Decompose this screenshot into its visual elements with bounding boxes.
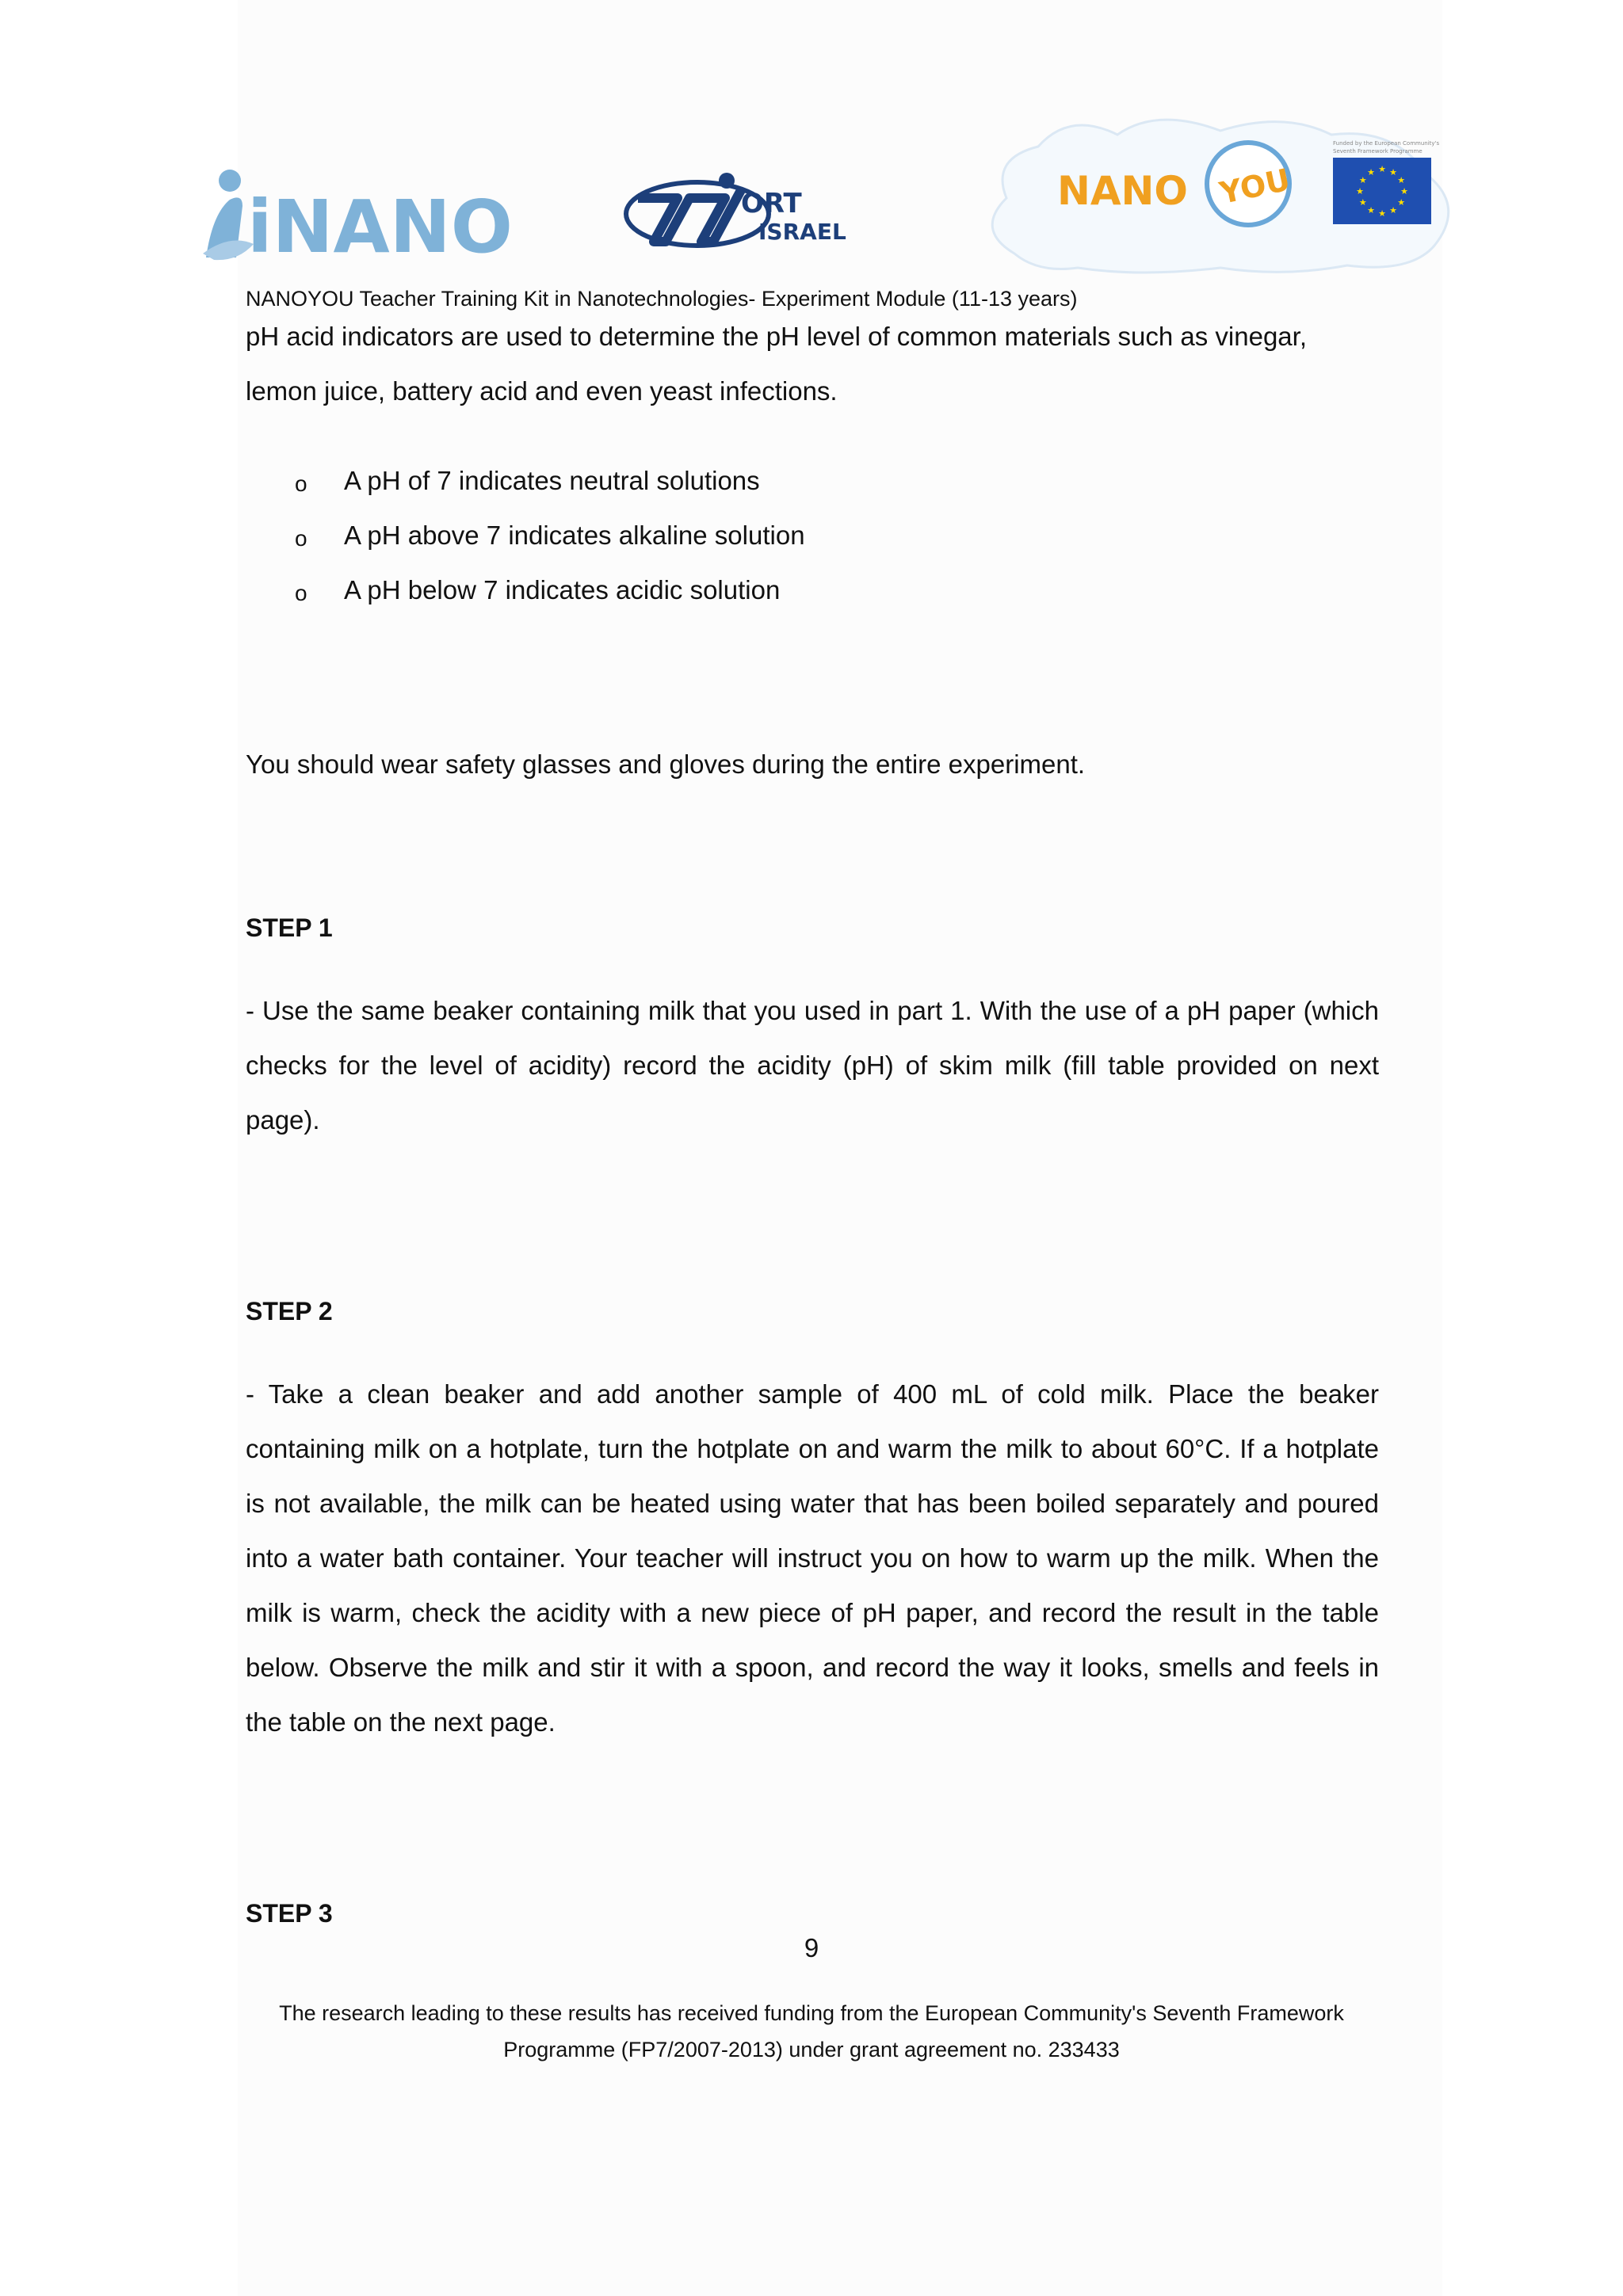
eu-star-icon: ★ <box>1367 205 1375 216</box>
eu-star-icon: ★ <box>1397 175 1406 185</box>
eu-star-icon: ★ <box>1389 166 1397 177</box>
step-2-body: - Take a clean beaker and add another sample of 400 mL of cold milk. Place the beaker containing milk on a hotplate, turn the hotplate on and warm the milk to about 60°C. If a hotplate is not available, the milk can be heated using water that has been boiled separately and poured into a water bath container. Your teacher will instruct you on how to warm up the milk. When the milk is warm, check the acidity with a new piece of pH paper, and record the result in the table below. Observe the milk and stir it with a spoon, and record the way it looks, smells and feels in the table on the next page. <box>246 1379 1379 1737</box>
eu-caption-line2: Seventh Framework Programme <box>1333 148 1423 154</box>
intro-line-1: pH acid indicators are used to determine the pH level of common materials such as vinegar, <box>246 322 1307 351</box>
bullet-text: A pH above 7 indicates alkaline solution <box>344 521 805 550</box>
eu-star-icon: ★ <box>1358 197 1367 208</box>
nanoyou-logo-text: NANO <box>1057 168 1188 214</box>
israel-logo-text: ISRAEL <box>758 219 846 245</box>
inano-logo <box>198 158 513 269</box>
eu-star-icon: ★ <box>1389 205 1397 216</box>
bullet-marker: o <box>295 581 307 605</box>
safety-note: You should wear safety glasses and gloves during the entire experiment. <box>246 749 1086 779</box>
main-content <box>246 309 1379 1941</box>
nanoyou-logo <box>1054 135 1308 230</box>
eu-star-icon: ★ <box>1356 186 1364 196</box>
step-2-title: STEP 2 <box>246 1297 333 1325</box>
nanoyou-badge-text: YOU <box>1216 162 1293 212</box>
page-number: 9 <box>804 1933 819 1962</box>
eu-caption-line1: Funded by the European Community's <box>1333 140 1440 147</box>
eu-star-icon: ★ <box>1358 175 1367 185</box>
ort-israel-logo <box>622 166 860 254</box>
list-item <box>246 453 1379 508</box>
funding-footer <box>0 1995 1623 2068</box>
footer-line-2: Programme (FP7/2007-2013) under grant agreement no. 233433 <box>503 2038 1120 2061</box>
eu-star-icon: ★ <box>1400 186 1408 196</box>
list-item <box>246 563 1379 617</box>
intro-line-2: lemon juice, battery acid and even yeast infections. <box>246 376 838 406</box>
footer-line-1: The research leading to these results has received funding from the European Community's Seventh Framework <box>279 2001 1344 2025</box>
bullet-marker: o <box>295 471 307 496</box>
eu-star-icon: ★ <box>1367 166 1375 177</box>
ph-bullet-list <box>246 453 1379 617</box>
step-1-title: STEP 1 <box>246 913 333 942</box>
bullet-text: A pH below 7 indicates acidic solution <box>344 575 781 605</box>
bullet-text: A pH of 7 indicates neutral solutions <box>344 466 760 495</box>
step-3-title: STEP 3 <box>246 1899 333 1928</box>
running-header: NANOYOU Teacher Training Kit in Nanotechnologies- Experiment Module (11-13 years) <box>246 287 1078 311</box>
eu-star-icon: ★ <box>1397 197 1406 208</box>
logo-header <box>0 0 1623 285</box>
eu-star-icon: ★ <box>1378 208 1386 219</box>
bullet-marker: o <box>295 526 307 551</box>
eu-flag-logo <box>1331 139 1440 226</box>
list-item <box>246 508 1379 563</box>
ort-logo-text: ORT <box>741 188 802 219</box>
eu-star-icon: ★ <box>1378 164 1386 174</box>
step-1-body: - Use the same beaker containing milk that you used in part 1. With the use of a pH paper (which checks for the level of acidity) record the acidity (pH) of skim milk (fill table provided on next page). <box>246 996 1379 1135</box>
inano-logo-text: iNANO <box>247 185 513 269</box>
